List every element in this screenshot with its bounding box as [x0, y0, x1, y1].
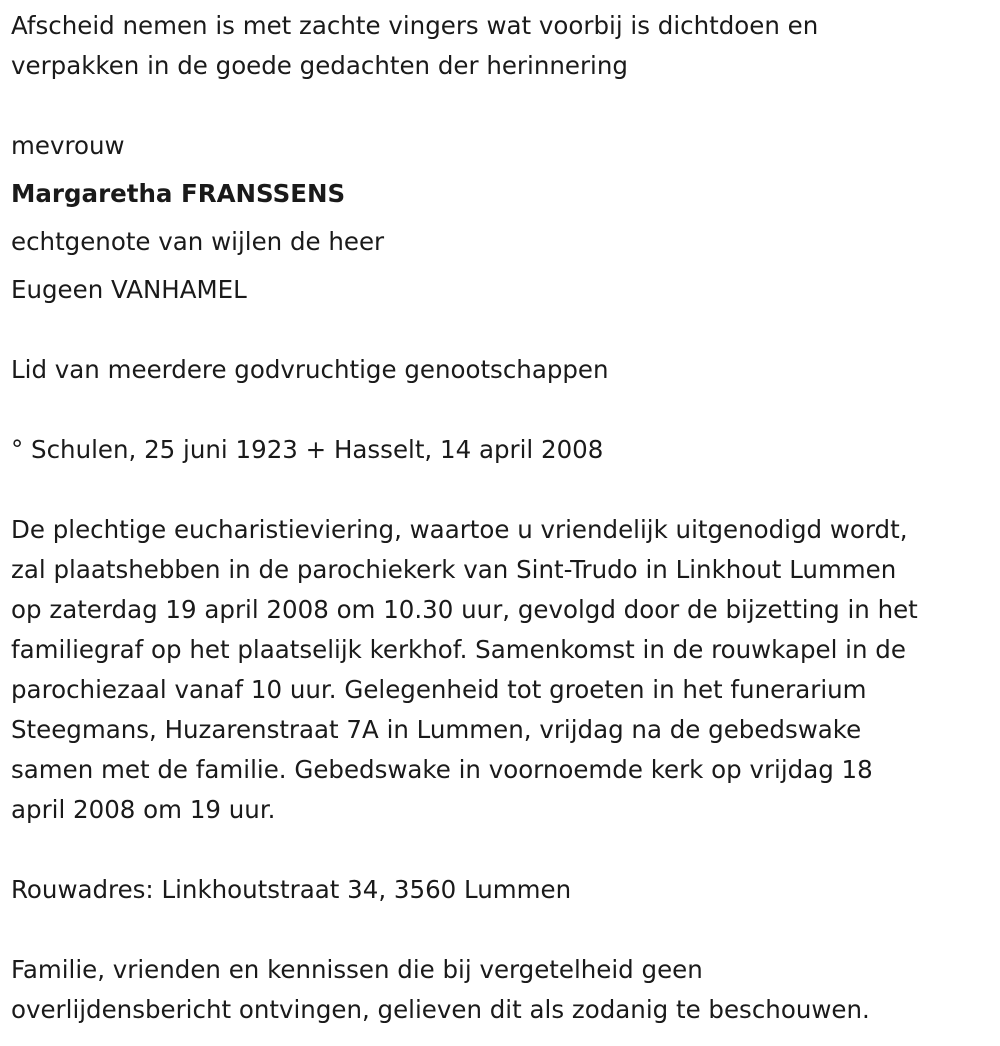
- obituary-notice: [11, 6, 991, 1030]
- mourning-address: Rouwadres: Linkhoutstraat 34, 3560 Lummen: [11, 875, 572, 904]
- ceremony-line: samen met de familie. Gebedswake in voornoemde kerk op vrijdag 18: [11, 755, 873, 784]
- life-dates: ° Schulen, 25 juni 1923 + Hasselt, 14 april 2008: [11, 435, 604, 464]
- ceremony-line: parochiezaal vanaf 10 uur. Gelegenheid tot groeten in het funerarium: [11, 675, 867, 704]
- ceremony-line: De plechtige eucharistieviering, waartoe u vriendelijk uitgenodigd wordt,: [11, 515, 908, 544]
- membership: Lid van meerdere godvruchtige genootschappen: [11, 355, 609, 384]
- ceremony-line: Steegmans, Huzarenstraat 7A in Lummen, vrijdag na de gebedswake: [11, 715, 862, 744]
- deceased-name: Margaretha FRANSSENS: [11, 179, 346, 208]
- motto-line: verpakken in de goede gedachten der herinnering: [11, 51, 628, 80]
- ceremony-line: familiegraf op het plaatselijk kerkhof. Samenkomst in de rouwkapel in de: [11, 635, 906, 664]
- closing-note: [11, 950, 991, 1030]
- honorific: mevrouw: [11, 131, 125, 160]
- motto: [11, 6, 991, 86]
- closing-line: overlijdensbericht ontvingen, gelieven dit als zodanig te beschouwen.: [11, 995, 870, 1024]
- ceremony-line: april 2008 om 19 uur.: [11, 795, 276, 824]
- ceremony-line: op zaterdag 19 april 2008 om 10.30 uur, gevolgd door de bijzetting in het: [11, 595, 918, 624]
- motto-line: Afscheid nemen is met zachte vingers wat voorbij is dichtdoen en: [11, 11, 819, 40]
- closing-line: Familie, vrienden en kennissen die bij vergetelheid geen: [11, 955, 703, 984]
- spouse-relation: echtgenote van wijlen de heer: [11, 227, 385, 256]
- ceremony-line: zal plaatshebben in de parochiekerk van Sint-Trudo in Linkhout Lummen: [11, 555, 897, 584]
- spouse-name: Eugeen VANHAMEL: [11, 275, 247, 304]
- ceremony-details: [11, 510, 991, 830]
